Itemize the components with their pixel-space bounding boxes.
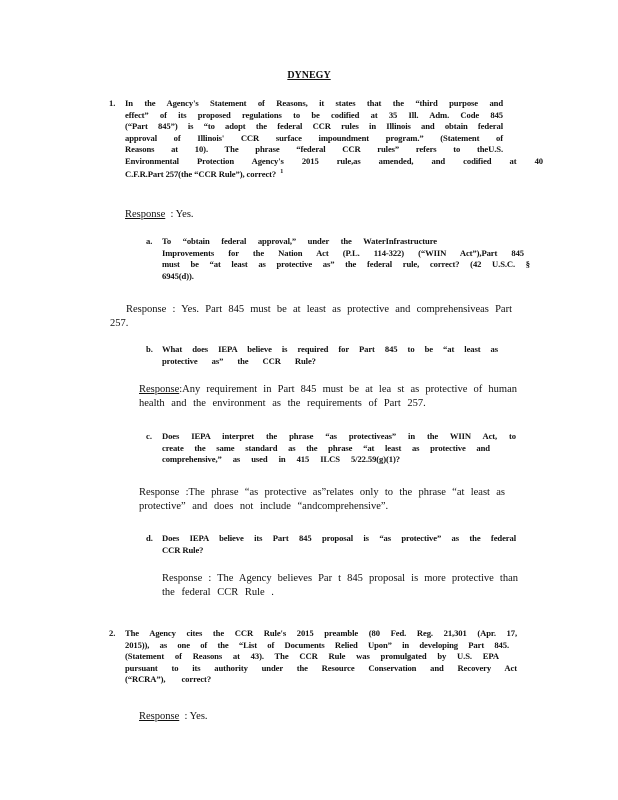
question-1a (146, 236, 530, 282)
question-line: To “obtain federal approval,” under the WaterInfrastructure (162, 236, 437, 246)
response-text: 257. (110, 318, 129, 329)
response-text: : Yes. (184, 711, 208, 722)
response-text: : Yes. (170, 209, 194, 220)
question-number: 2. (109, 628, 116, 638)
question-1b (146, 344, 498, 367)
question-line: (“RCRA”), correct? (125, 674, 212, 684)
question-line: The Agency cites the CCR Rule's 2015 preamble (80 Fed. Reg. 21,301 (Apr. 17, (125, 628, 517, 638)
footnote-mark: 1 (280, 169, 284, 175)
question-line: create the same standard as the phrase “at least as protective and (162, 442, 490, 453)
question-line: effect” of its proposed regulations to be codified at 35 Ill. Adm. Code 845 (125, 109, 503, 120)
response-2 (139, 710, 339, 724)
question-number: 1. (109, 98, 116, 108)
question-line: comprehensive,” as used in 415 ILCS 5/22.59(g)(1)? (162, 454, 400, 464)
response-text: :The phrase “as protective as”relates only to the phrase “at least as (185, 487, 505, 498)
question-line: Reasons at 10). The phrase “federal CCR rules” refers to theU.S. (125, 144, 503, 154)
response-text: health and the environment as the requirements of Part 257. (139, 398, 426, 409)
response-text: the federal CCR Rule . (162, 587, 274, 598)
question-number: a. (146, 236, 153, 246)
question-line: Does IEPA believe its Part 845 proposal is “as protective” as the federal (162, 533, 516, 543)
response-label: Response (125, 209, 166, 220)
response-label: Response (139, 487, 180, 498)
question-line: In the Agency's Statement of Reasons, it states that the “third purpose and (125, 98, 503, 108)
question-number: c. (146, 431, 152, 441)
page-title: DYNEGY (287, 70, 331, 81)
response-1b (139, 383, 517, 411)
question-2 (109, 628, 517, 686)
question-line: approval of Illinois' CCR surface impoundment program.” (Statement of (125, 132, 503, 143)
response-text: : Yes. Part 845 must be at least as protective and comprehensiveas Part (172, 304, 512, 315)
response-text: : The Agency believes Par t 845 proposal is more protective than (208, 573, 518, 584)
response-label: Response (162, 573, 203, 584)
question-line: Does IEPA interpret the phrase “as protectiveas” in the WIIN Act, to (162, 431, 516, 441)
question-line: Environmental Protection Agency's 2015 rule,as amended, and codified at 40 (125, 155, 543, 166)
question-line: C.F.R.Part 257(the “CCR Rule”), correct? $^1$ (125, 168, 284, 179)
response-1a (110, 303, 512, 331)
question-line: What does IEPA believe is required for Part 845 to be “at least as (162, 344, 498, 354)
response-text: protective” and does not include “andcomprehensive”. (139, 501, 389, 512)
response-1d (162, 572, 518, 600)
question-number: b. (146, 344, 153, 354)
response-1c (139, 486, 505, 514)
response-1 (125, 208, 505, 222)
question-line: 6945(d)). (162, 270, 194, 281)
question-line: (“Part 845”) is “to adopt the federal CCR rules in Illinois and obtain federal (125, 121, 503, 131)
question-line: Improvements for the Nation Act (P.L. 114-322) (“WIIN Act”),Part 845 (162, 247, 524, 258)
question-1c (146, 431, 516, 466)
response-label: Response (126, 304, 167, 315)
question-line: (Statement of Reasons at 43). The CCR Rule was promulgated by U.S. EPA (125, 651, 499, 661)
response-text: :Any requirement in Part 845 must be at lea st as protective of human (179, 384, 517, 395)
response-label: Response (139, 384, 180, 395)
question-line: protective as” the CCR Rule? (162, 355, 316, 366)
question-number: d. (146, 533, 153, 543)
question-line: 2015)), as one of the “List of Documents Relied Upon” in developing Part 845. (125, 639, 509, 650)
question-line: must be “at least as protective as” the federal rule, correct? (42 U.S.C. § (162, 259, 530, 269)
question-line: pursuant to its authority under the Resource Conservation and Recovery Act (125, 662, 517, 673)
response-label: Response (139, 711, 180, 722)
question-1d (146, 533, 516, 556)
question-line: CCR Rule? (162, 544, 204, 555)
question-1 (109, 98, 543, 180)
